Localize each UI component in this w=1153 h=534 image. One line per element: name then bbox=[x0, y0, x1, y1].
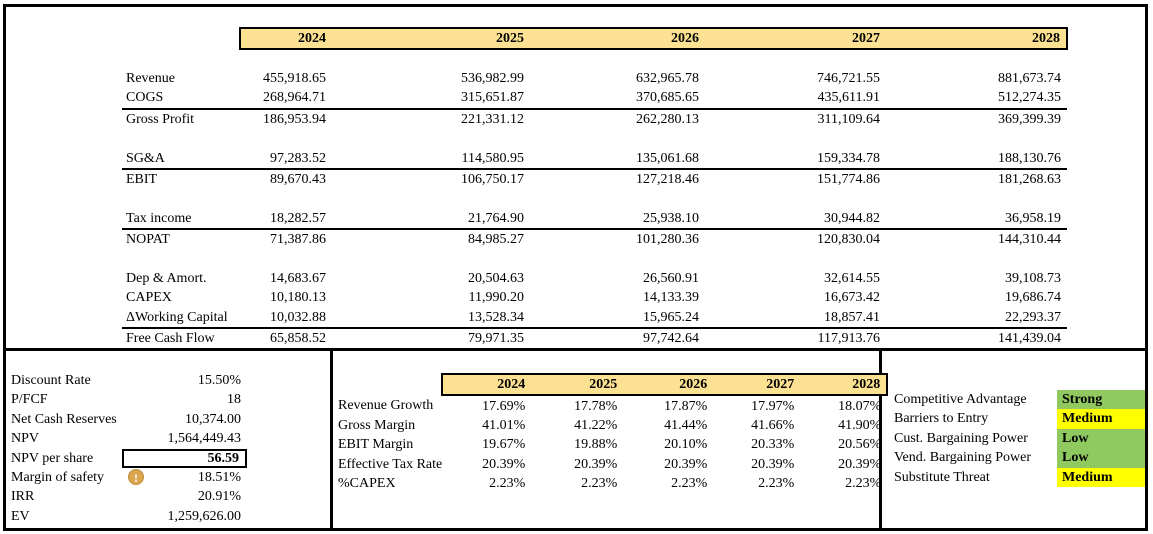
valuation-row bbox=[6, 429, 330, 448]
value-cell[interactable]: 144,310.44 bbox=[998, 232, 1061, 248]
value-cell[interactable]: 536,982.99 bbox=[461, 70, 524, 86]
table-row bbox=[122, 288, 1067, 307]
value-cell[interactable]: 127,218.46 bbox=[636, 171, 699, 187]
rating-chip[interactable]: Low bbox=[1057, 429, 1145, 448]
value-cell[interactable]: 25,938.10 bbox=[530, 209, 705, 229]
value-cell[interactable]: 19.88% bbox=[574, 437, 618, 453]
valuation-label[interactable]: IRR bbox=[11, 489, 35, 505]
moat-label[interactable]: Cust. Bargaining Power bbox=[894, 430, 1028, 446]
value-cell[interactable]: 10,180.13 bbox=[270, 290, 326, 306]
year-header-cell[interactable]: 2024 bbox=[240, 28, 332, 49]
value-cell[interactable]: 20.33% bbox=[751, 437, 795, 453]
year-header-cell[interactable]: 2027 bbox=[713, 374, 800, 395]
dcf-model-sheet bbox=[3, 4, 1148, 531]
table-row bbox=[334, 435, 887, 454]
value-cell[interactable]: 117,913.76 bbox=[817, 331, 880, 347]
table-row bbox=[334, 474, 887, 493]
year-header-row bbox=[122, 28, 1067, 49]
value-cell[interactable]: 20.56% bbox=[838, 437, 882, 453]
table-row bbox=[122, 229, 1067, 249]
value-cell[interactable]: 20,504.63 bbox=[468, 270, 524, 286]
value-cell[interactable]: 41.44% bbox=[664, 417, 708, 433]
spacer-row bbox=[122, 189, 1067, 208]
value-cell[interactable]: 18,282.57 bbox=[240, 209, 332, 229]
spacer-row bbox=[122, 249, 1067, 268]
valuation-value[interactable]: 10,374.00 bbox=[185, 411, 241, 427]
value-cell[interactable]: 36,958.19 bbox=[886, 209, 1067, 229]
value-cell[interactable]: 20.39% bbox=[574, 456, 618, 472]
value-cell[interactable]: 2.23% bbox=[671, 476, 708, 492]
row-label-cell[interactable]: Dep & Amort. bbox=[126, 270, 207, 286]
moat-label[interactable]: Barriers to Entry bbox=[894, 411, 989, 427]
moat-row bbox=[888, 448, 1145, 467]
row-label-cell[interactable]: %CAPEX bbox=[338, 476, 396, 492]
moat-row bbox=[888, 390, 1145, 409]
value-cell[interactable]: 18.07% bbox=[838, 398, 882, 414]
value-cell[interactable]: 106,750.17 bbox=[461, 171, 524, 187]
table-row bbox=[122, 109, 1067, 129]
value-cell[interactable]: 2.23% bbox=[758, 476, 795, 492]
value-cell[interactable]: 20.39% bbox=[838, 456, 882, 472]
row-label-cell[interactable]: Gross Profit bbox=[126, 111, 195, 127]
warning-icon[interactable]: ! bbox=[128, 469, 144, 485]
row-label-cell[interactable]: Tax income bbox=[122, 209, 240, 229]
value-cell[interactable]: 41.90% bbox=[838, 417, 882, 433]
value-cell[interactable]: 79,971.35 bbox=[468, 331, 524, 347]
value-cell[interactable]: 370,685.65 bbox=[530, 88, 705, 108]
row-label-cell[interactable]: Free Cash Flow bbox=[126, 331, 215, 347]
value-cell[interactable]: 41.22% bbox=[574, 417, 618, 433]
row-label-cell[interactable]: Gross Margin bbox=[338, 417, 416, 433]
row-label-cell[interactable]: EBIT Margin bbox=[338, 437, 414, 453]
valuation-label[interactable]: NPV per share bbox=[11, 450, 94, 466]
year-header-cell[interactable]: 2025 bbox=[531, 374, 623, 395]
value-cell[interactable]: 11,990.20 bbox=[468, 290, 524, 306]
rating-chip[interactable]: Low bbox=[1057, 448, 1145, 467]
moat-row bbox=[888, 409, 1145, 428]
value-cell[interactable]: 16,673.42 bbox=[824, 290, 880, 306]
year-header-cell[interactable]: 2027 bbox=[705, 28, 886, 49]
value-cell[interactable]: 14,133.39 bbox=[643, 290, 699, 306]
moat-label[interactable]: Substitute Threat bbox=[894, 469, 990, 485]
value-cell[interactable]: 120,830.04 bbox=[817, 232, 880, 248]
value-cell[interactable]: 2.23% bbox=[581, 476, 618, 492]
spacer-row bbox=[122, 129, 1067, 148]
moat-row bbox=[888, 468, 1145, 487]
table-row bbox=[334, 395, 887, 415]
value-cell[interactable]: 26,560.91 bbox=[643, 270, 699, 286]
value-cell[interactable]: 101,280.36 bbox=[636, 232, 699, 248]
value-cell[interactable]: 21,764.90 bbox=[332, 209, 530, 229]
valuation-label[interactable]: P/FCF bbox=[11, 392, 48, 408]
value-cell[interactable]: 14,683.67 bbox=[270, 270, 326, 286]
value-cell[interactable]: 65,858.52 bbox=[270, 331, 326, 347]
value-cell[interactable]: 41.01% bbox=[482, 417, 526, 433]
year-header-cell[interactable]: 2028 bbox=[800, 374, 887, 395]
value-cell[interactable]: 17.78% bbox=[574, 398, 618, 414]
section-divider-vertical-left bbox=[330, 348, 333, 528]
value-cell[interactable]: 20.10% bbox=[664, 437, 708, 453]
value-cell[interactable]: 20.39% bbox=[751, 456, 795, 472]
table-row bbox=[122, 148, 1067, 168]
year-header-cell[interactable]: 2028 bbox=[886, 28, 1067, 49]
value-cell[interactable]: 268,964.71 bbox=[240, 88, 332, 108]
valuation-label[interactable]: Net Cash Reserves bbox=[11, 411, 117, 427]
npv-per-share-cell[interactable]: 56.59 bbox=[122, 449, 247, 468]
moat-panel bbox=[888, 390, 1145, 487]
table-row bbox=[122, 69, 1067, 88]
year-header-cell[interactable]: 2024 bbox=[442, 374, 531, 395]
value-cell[interactable]: 151,774.86 bbox=[817, 171, 880, 187]
spacer-row bbox=[122, 49, 1067, 68]
value-cell[interactable]: 15,965.24 bbox=[530, 307, 705, 327]
value-cell[interactable]: 135,061.68 bbox=[530, 148, 705, 168]
row-label-cell[interactable]: SG&A bbox=[122, 148, 240, 168]
row-label-cell[interactable]: COGS bbox=[122, 88, 240, 108]
moat-label[interactable]: Vend. Bargaining Power bbox=[894, 450, 1031, 466]
rating-chip[interactable]: Medium bbox=[1057, 409, 1145, 428]
value-cell[interactable]: 114,580.95 bbox=[332, 148, 530, 168]
table-row bbox=[122, 328, 1067, 348]
row-label-cell[interactable]: NOPAT bbox=[126, 232, 170, 248]
value-cell[interactable]: 17.69% bbox=[482, 398, 526, 414]
valuation-value[interactable]: 18 bbox=[227, 392, 241, 408]
table-row bbox=[122, 88, 1067, 108]
row-label-cell[interactable]: EBIT bbox=[126, 171, 158, 187]
valuation-row bbox=[6, 507, 330, 526]
row-label-cell[interactable]: ΔWorking Capital bbox=[122, 307, 240, 327]
valuation-label[interactable]: Discount Rate bbox=[11, 373, 91, 388]
valuation-value[interactable]: 18.51% bbox=[197, 469, 241, 485]
value-cell[interactable]: 32,614.55 bbox=[824, 270, 880, 286]
value-cell[interactable]: 221,331.12 bbox=[461, 111, 524, 127]
value-cell[interactable]: 186,953.94 bbox=[263, 111, 326, 127]
value-cell[interactable]: 71,387.86 bbox=[270, 232, 326, 248]
value-cell[interactable]: 17.97% bbox=[751, 398, 795, 414]
rating-chip[interactable]: Medium bbox=[1057, 468, 1145, 487]
row-label-cell[interactable]: Revenue Growth bbox=[338, 398, 434, 414]
value-cell[interactable]: 369,399.39 bbox=[998, 111, 1061, 127]
value-cell[interactable]: 188,130.76 bbox=[886, 148, 1067, 168]
value-cell[interactable]: 17.87% bbox=[664, 398, 708, 414]
valuation-row bbox=[6, 410, 330, 429]
valuation-row bbox=[6, 390, 330, 409]
value-cell[interactable]: 455,918.65 bbox=[263, 70, 326, 86]
rating-chip[interactable]: Strong bbox=[1057, 390, 1145, 409]
value-cell[interactable]: 18,857.41 bbox=[705, 307, 886, 327]
value-cell[interactable]: 10,032.88 bbox=[240, 307, 332, 327]
valuation-label[interactable]: Margin of safety bbox=[11, 469, 105, 485]
table-row bbox=[122, 269, 1067, 288]
value-cell[interactable]: 435,611.91 bbox=[705, 88, 886, 108]
value-cell[interactable]: 315,651.87 bbox=[332, 88, 530, 108]
valuation-value[interactable]: 20.91% bbox=[197, 489, 241, 505]
moat-row bbox=[888, 429, 1145, 448]
valuation-value[interactable]: 15.50% bbox=[197, 373, 241, 388]
valuation-panel bbox=[6, 351, 330, 534]
value-cell[interactable]: 20.39% bbox=[664, 456, 708, 472]
moat-label[interactable]: Competitive Advantage bbox=[894, 392, 1027, 407]
valuation-row bbox=[6, 468, 330, 487]
year-header-cell[interactable]: 2025 bbox=[332, 28, 530, 49]
forecast-table bbox=[122, 27, 1068, 348]
value-cell[interactable]: 39,108.73 bbox=[1005, 270, 1061, 286]
value-cell[interactable]: 262,280.13 bbox=[636, 111, 699, 127]
value-cell[interactable]: 13,528.34 bbox=[332, 307, 530, 327]
row-label-cell[interactable]: CAPEX bbox=[126, 290, 172, 306]
value-cell[interactable]: 141,439.04 bbox=[998, 331, 1061, 347]
value-cell[interactable]: 632,965.78 bbox=[636, 70, 699, 86]
valuation-value[interactable]: 1,564,449.43 bbox=[167, 431, 241, 447]
valuation-label[interactable]: EV bbox=[11, 508, 30, 524]
value-cell[interactable]: 746,721.55 bbox=[817, 70, 880, 86]
value-cell[interactable]: 30,944.82 bbox=[705, 209, 886, 229]
year-header-spacer-cell bbox=[334, 374, 442, 395]
row-label-cell[interactable]: Revenue bbox=[126, 70, 175, 86]
value-cell[interactable]: 89,670.43 bbox=[270, 171, 326, 187]
value-cell[interactable]: 84,985.27 bbox=[468, 232, 524, 248]
value-cell[interactable]: 97,283.52 bbox=[240, 148, 332, 168]
ratios-table bbox=[334, 373, 888, 493]
table-row bbox=[334, 416, 887, 435]
value-cell[interactable]: 41.66% bbox=[751, 417, 795, 433]
table-row bbox=[122, 209, 1067, 229]
value-cell[interactable]: 19,686.74 bbox=[1005, 290, 1061, 306]
year-header-row bbox=[334, 374, 887, 395]
table-row bbox=[334, 455, 887, 474]
valuation-row bbox=[6, 487, 330, 506]
row-label-cell[interactable]: Effective Tax Rate bbox=[338, 456, 443, 472]
year-header-cell[interactable]: 2026 bbox=[530, 28, 705, 49]
year-header-spacer-cell bbox=[122, 28, 240, 49]
value-cell[interactable]: 20.39% bbox=[482, 456, 526, 472]
valuation-row bbox=[6, 371, 330, 390]
table-row bbox=[122, 307, 1067, 327]
value-cell[interactable]: 181,268.63 bbox=[998, 171, 1061, 187]
value-cell[interactable]: 311,109.64 bbox=[817, 111, 880, 127]
value-cell[interactable]: 2.23% bbox=[845, 476, 882, 492]
value-cell[interactable]: 22,293.37 bbox=[886, 307, 1067, 327]
year-header-cell[interactable]: 2026 bbox=[623, 374, 713, 395]
valuation-value[interactable]: 1,259,626.00 bbox=[167, 508, 241, 524]
value-cell[interactable]: 97,742.64 bbox=[643, 331, 699, 347]
value-cell[interactable]: 512,274.35 bbox=[886, 88, 1067, 108]
value-cell[interactable]: 881,673.74 bbox=[998, 70, 1061, 86]
valuation-row bbox=[6, 449, 330, 468]
value-cell[interactable]: 159,334.78 bbox=[705, 148, 886, 168]
value-cell[interactable]: 2.23% bbox=[489, 476, 526, 492]
table-row bbox=[122, 169, 1067, 189]
valuation-label[interactable]: NPV bbox=[11, 431, 40, 447]
value-cell[interactable]: 19.67% bbox=[482, 437, 526, 453]
